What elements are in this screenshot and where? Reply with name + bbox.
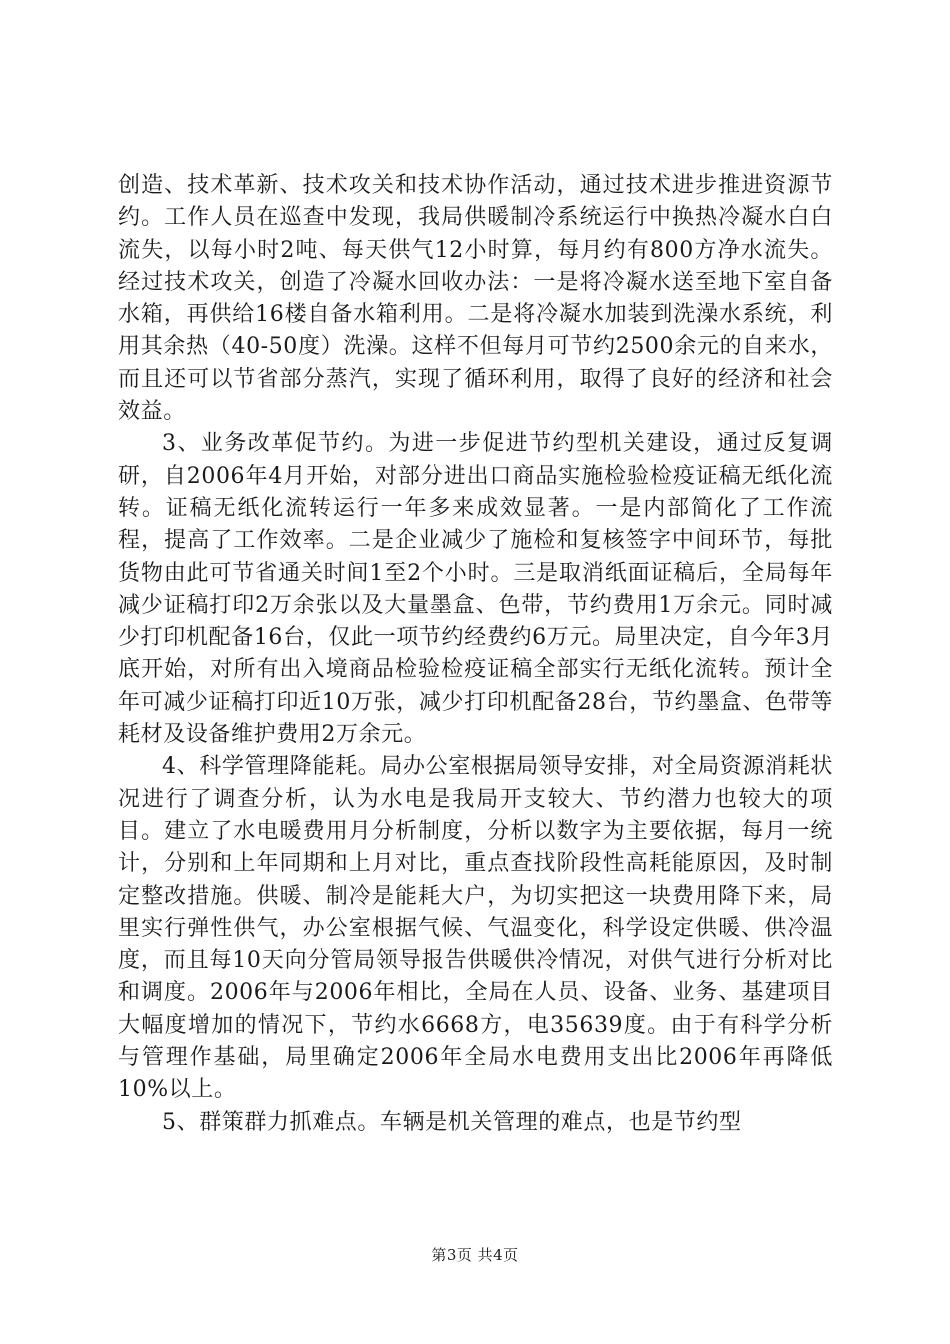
paragraph-collective-effort: 5、群策群力抓难点。车辆是机关管理的难点，也是节约型 — [162, 1109, 742, 1135]
paragraph-business-reform: 3、业务改革促节约。为进一步促进节约型机关建设，通过反复调研，自2006年4月开始，对部分进出口商品实施检验检疫证稿无纸化流转。证稿无纸化流转运行一年多来成效显著。一是内部简化了工作流程，提高了工作效率。二是企业减少了施检和复核签字中间环节，每批货物由此可节省通关时间1至2个小时。三是取消纸面证稿后，全局每年减少证稿打印2万余张以及大量墨盒、色带，节约费用1万余元。同时减少打印机配备16台，仅此一项节约经费约6万元。局里决定，自今年3月底开始，对所有出入境商品检验检疫证稿全部实行无纸化流转。预计全年可减少证稿打印近10万张，减少打印机配备28台，节约墨盒、色带等耗材及设备维护费用2万余元。 — [118, 431, 833, 748]
paragraph-scientific-management: 4、科学管理降能耗。局办公室根据局领导安排，对全局资源消耗状况进行了调查分析，认为水电是我局开支较大、节约潜力也较大的项目。建立了水电暖费用月分析制度，分析以数字为主要依据，每月一统计，分别和上年同期和上月对比，重点查找阶段性高耗能原因，及时制定整改措施。供暖、制冷是能耗大户，为切实把这一块费用降下来，局里实行弹性供气，办公室根据气候、气温变化，科学设定供暖、供冷温度，而且每10天向分管局领导报告供暖供冷情况，对供气进行分析对比和调度。2006年与2006年相比，全局在人员、设备、业务、基建项目大幅度增加的情况下，节约水6668方，电35639度。由于有科学分析与管理作基础，局里确定2006年全局水电费用支出比2006年再降低10%以上。 — [118, 754, 833, 1103]
page-footer: 第3页 共4页 — [431, 1246, 519, 1264]
document-body — [118, 170, 833, 1139]
paragraph-tech-innovation: 创造、技术革新、技术攻关和技术协作活动，通过技术进步推进资源节约。工作人员在巡查中发现，我局供暖制冷系统运行中换热冷凝水白白流失，以每小时2吨、每天供气12小时算，每月约有800方净水流失。经过技术攻关，创造了冷凝水回收办法：一是将冷凝水送至地下室自备水箱，再供给16楼自备水箱利用。二是将冷凝水加装到洗澡水系统，利用其余热（40-50度）洗澡。这样不但每月可节约2500余元的自来水，而且还可以节省部分蒸汽，实现了循环利用，取得了良好的经济和社会效益。 — [118, 173, 833, 425]
